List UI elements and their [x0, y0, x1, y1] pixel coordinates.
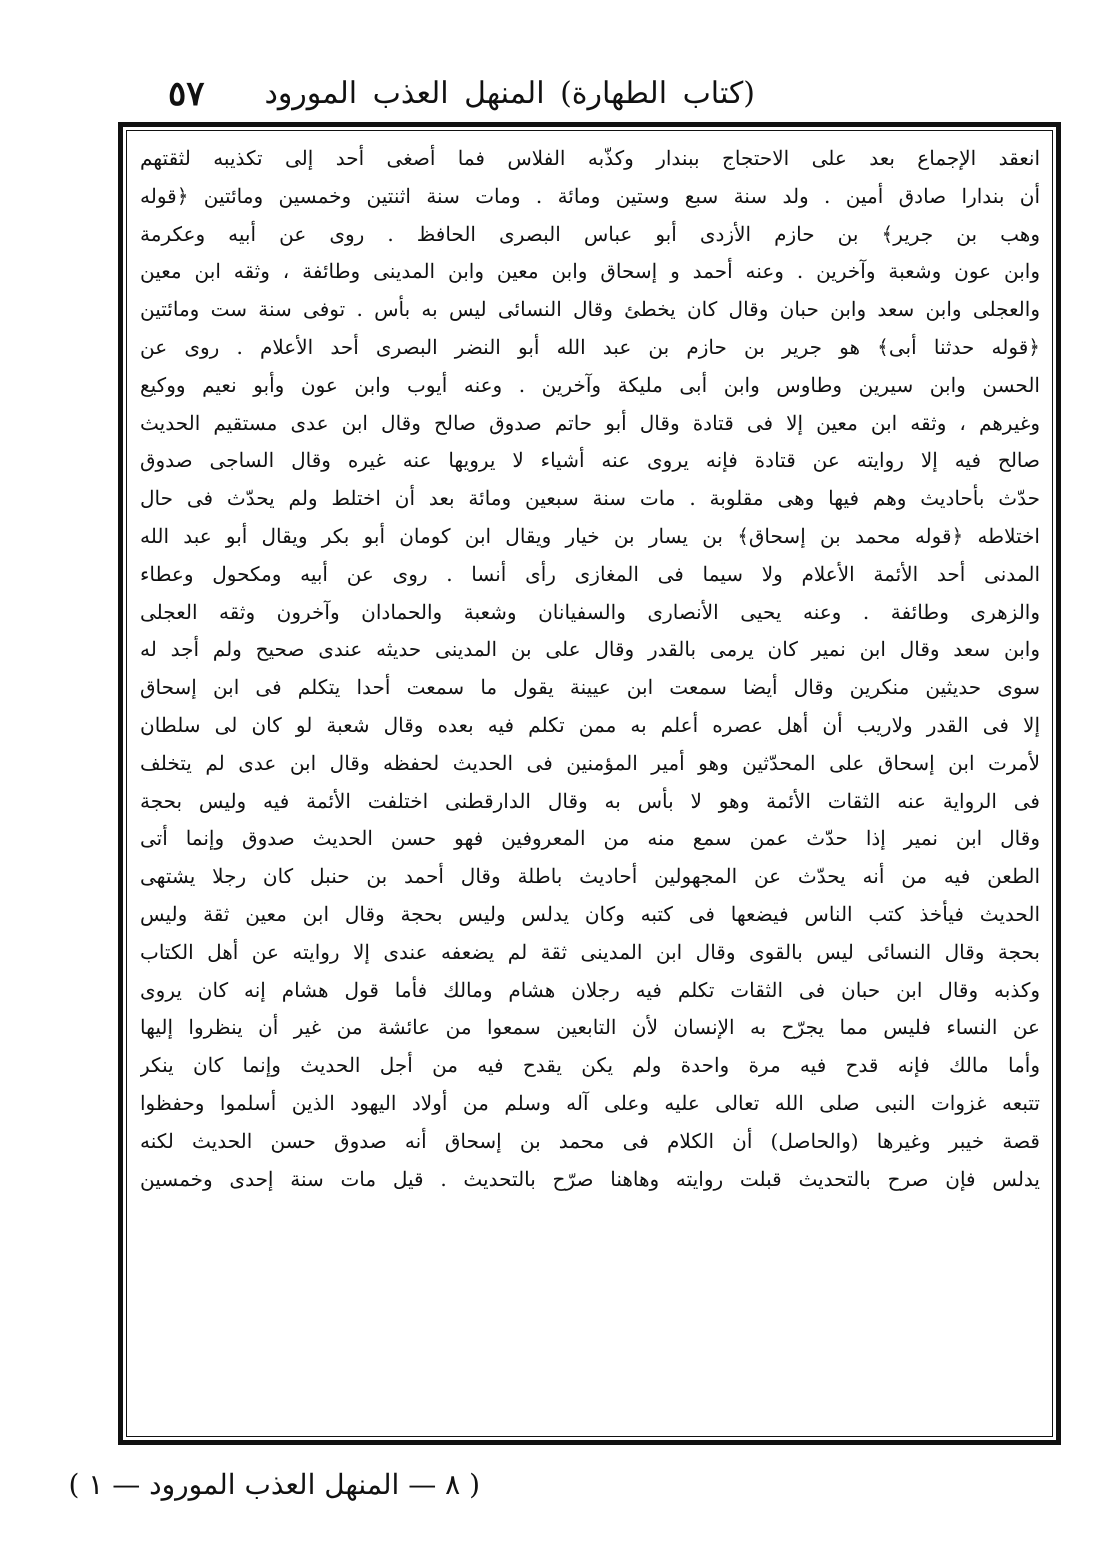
text-line: وهب بن جرير﴾ بن حازم الأزدى أبو عباس البصرى الحافظ . روى عن أبيه وعكرمة	[140, 221, 1040, 246]
page-header	[118, 72, 1055, 120]
text-line: يدلس فإن صرح بالتحديث قبلت روايته وهاهنا صرّح بالتحديث . قيل مات سنة إحدى وخمسين	[140, 1166, 1040, 1191]
text-line: والزهرى وطائفة . وعنه يحيى الأنصارى والسفيانان وشعبة والحمادان وآخرون وثقه العجلى	[140, 599, 1040, 624]
text-line: انعقد الإجماع بعد على الاحتجاج ببندار وكذّبه الفلاس فما أصغى أحد إلى تكذيبه لثقتهم	[140, 146, 1040, 170]
running-title: (كتاب الطهارة) المنهل العذب المورود	[264, 76, 755, 111]
text-line: الحديث فيأخذ كتب الناس فيضعها فى كتبه وكان يدلس وليس بحجة وقال ابن معين ثقة وليس	[140, 901, 1040, 926]
signature-mark: ( ٨ — المنهل العذب المورود — ١ )	[68, 1468, 480, 1501]
text-line: فى الرواية عنه الثقات الأئمة وهو لا بأس به وقال الدارقطنى اختلفت الأئمة فيه وليس بحجة	[140, 788, 1040, 813]
text-line: وابن سعد وقال ابن نمير كان يرمى بالقدر وقال على بن المدينى حديثه عندى صحيح ولم أجد له	[140, 637, 1040, 662]
text-line: وأما مالك فإنه قدح فيه مرة واحدة ولم يكن يقدح فيه من أجل الحديث وإنما كان ينكر	[140, 1053, 1040, 1078]
text-line: والعجلى وابن سعد وابن حبان وقال كان يخطئ وقال النسائى ليس به بأس . توفى سنة ست ومائتين	[140, 297, 1040, 322]
body-text	[140, 140, 1040, 1430]
text-line: وكذبه وقال ابن حبان فى الثقات تكلم فيه رجلان هشام ومالك فأما قول هشام إنه كان يروى	[140, 977, 1040, 1002]
text-line: صالح فيه إلا روايته عن قتادة فإنه يروى عنه أشياء لا يرويها عنه غيره وقال الساجى صدوق	[140, 448, 1040, 473]
text-line: وغيرهم ، وثقه ابن معين إلا فى قتادة وقال أبو حاتم صدوق صالح وقال ابن عدى مستقيم الحديث	[140, 410, 1040, 435]
text-line: الحسن وابن سيرين وطاوس وابن أبى مليكة وآخرين . وعنه أيوب وابن عون وأبو نعيم ووكيع	[140, 372, 1040, 397]
text-line: قصة خيبر وغيرها (والحاصل) أن الكلام فى محمد بن إسحاق أنه صدوق حسن الحديث لكنه	[140, 1128, 1040, 1153]
page-number: ٥٧	[168, 74, 205, 114]
text-line: وابن عون وشعبة وآخرين . وعنه أحمد و إسحاق وابن معين وابن المدينى وطائفة ، وثقه ابن معين	[140, 259, 1040, 284]
text-line: حدّث بأحاديث وهم فيها وهى مقلوبة . مات سنة سبعين ومائة بعد أن اختلط ولم يحدّث فى حال	[140, 486, 1040, 511]
text-line: وقال ابن نمير إذا حدّث عمن سمع منه من المعروفين فهو حسن الحديث صدوق وإنما أتى	[140, 826, 1040, 851]
text-line: سوى حديثين منكرين وقال أيضا سمعت ابن عيينة يقول ما سمعت أحدا يتكلم فى ابن إسحاق	[140, 675, 1040, 700]
text-line: إلا فى القدر ولاريب أن أهل عصره أعلم به ممن تكلم فيه بعده وقال شعبة لو كان لى سلطان	[140, 712, 1040, 737]
text-line: اختلاطه ﴿قوله محمد بن إسحاق﴾ بن يسار بن خيار ويقال ابن كومان أبو بكر ويقال أبو عبد الله	[140, 523, 1040, 548]
text-line: أن بندارا صادق أمين . ولد سنة سبع وستين ومائة . ومات سنة اثنتين وخمسين ومائتين ﴿قوله	[140, 183, 1040, 208]
text-line: لأمرت ابن إسحاق على المحدّثين وهو أمير المؤمنين فى الحديث لحفظه وقال ابن عدى لم يتخلف	[140, 750, 1040, 775]
text-line: تتبعه غزوات النبى صلى الله تعالى عليه وعلى آله وسلم من أولاد اليهود الذين أسلموا وحفظوا	[140, 1090, 1040, 1115]
text-line: عن النساء فليس مما يجرّح به الإنسان لأن التابعين سمعوا من عائشة من غير أن ينظروا إليها	[140, 1015, 1040, 1040]
text-line: بحجة وقال النسائى ليس بالقوى وقال ابن المدينى ثقة لم يضعفه عندى إلا روايته عن أهل الكتاب	[140, 939, 1040, 964]
text-line: المدنى أحد الأئمة الأعلام ولا سيما فى المغازى رأى أنسا . روى عن أبيه ومكحول وعطاء	[140, 561, 1040, 586]
text-line: الطعن فيه من أنه يحدّث عن المجهولين أحاديث باطلة وقال أحمد بن حنبل كان رجلا يشتهى	[140, 864, 1040, 889]
text-line: ﴿قوله حدثنا أبى﴾ هو جرير بن حازم بن عبد الله أبو النضر البصرى أحد الأعلام . روى عن	[140, 334, 1040, 359]
